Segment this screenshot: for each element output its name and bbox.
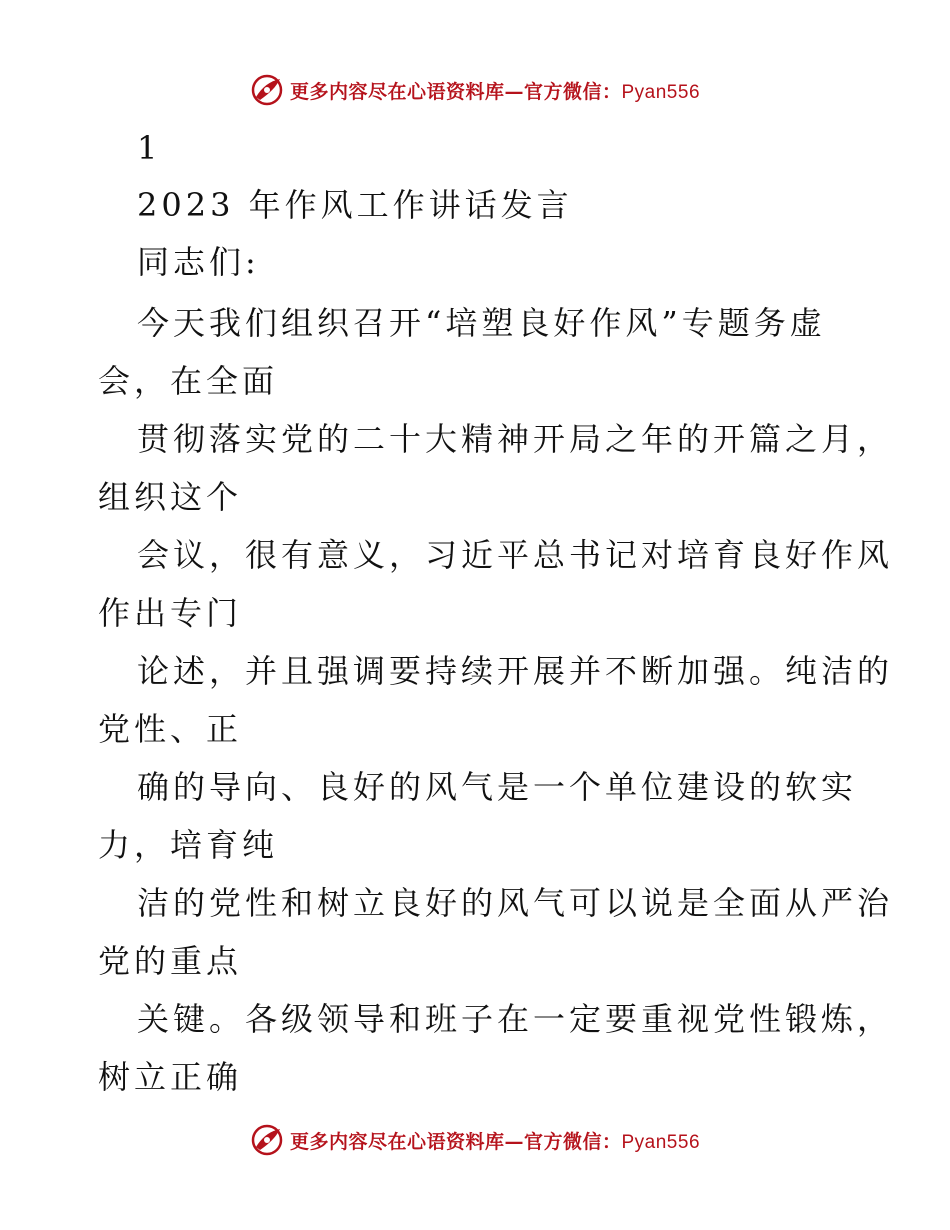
paragraph-line: 洁的党性和树立良好的风气可以说是全面从严治 (137, 884, 894, 922)
pen-nib-logo-icon (250, 1123, 284, 1157)
paragraph-line: 今天我们组织召开“培塑良好作风”专题务虚 (137, 304, 826, 342)
page-number: 1 (137, 129, 162, 167)
paragraph-line: 党的重点 (98, 942, 243, 980)
paragraph-line: 关键。各级领导和班子在一定要重视党性锻炼， (137, 1000, 894, 1038)
paragraph-line: 会议，很有意义，习近平总书记对培育良好作风 (137, 536, 894, 574)
header-watermark (0, 70, 950, 110)
paragraph-line: 树立正确 (98, 1058, 243, 1096)
paragraph-line: 组织这个 (98, 478, 243, 516)
watermark-text: 更多内容尽在心语资料库—官方微信：Pyan556 (289, 80, 701, 103)
paragraph-line: 力，培育纯 (98, 826, 279, 864)
paragraph-line: 论述，并且强调要持续开展并不断加强。纯洁的 (137, 652, 894, 690)
paragraph-line: 作出专门 (98, 594, 243, 632)
footer-watermark (0, 1120, 950, 1160)
watermark-text: 更多内容尽在心语资料库—官方微信：Pyan556 (289, 1130, 701, 1153)
salutation: 同志们: (137, 243, 260, 281)
paragraph-line: 党性、正 (98, 710, 243, 748)
pen-nib-logo-icon (250, 73, 284, 107)
paragraph-line: 确的导向、良好的风气是一个单位建设的软实 (137, 768, 858, 806)
paragraph-line: 会，在全面 (98, 362, 279, 400)
document-title: 2023 年作风工作讲话发言 (137, 186, 573, 224)
paragraph-line: 贯彻落实党的二十大精神开局之年的开篇之月， (137, 420, 894, 458)
